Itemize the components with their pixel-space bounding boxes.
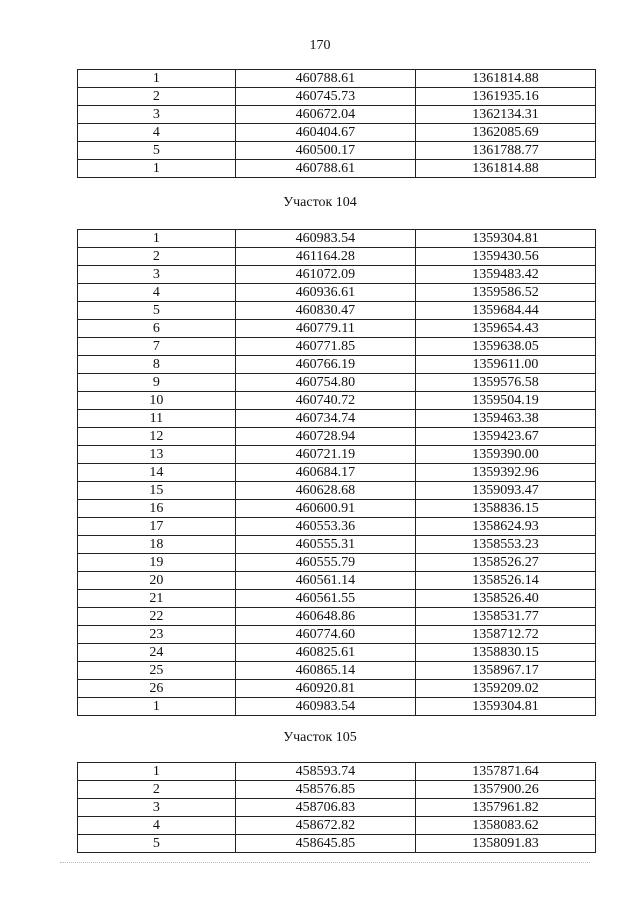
point-number-cell: 14 [78,464,236,482]
x-coordinate-cell: 460672.04 [235,106,415,124]
table-row [78,392,596,410]
y-coordinate-cell: 1361814.88 [415,70,595,88]
table-row [78,446,596,464]
x-coordinate-cell: 460825.61 [235,644,415,662]
y-coordinate-cell: 1359638.05 [415,338,595,356]
table-row [78,248,596,266]
x-coordinate-cell: 460555.79 [235,554,415,572]
y-coordinate-cell: 1359093.47 [415,482,595,500]
x-coordinate-cell: 458672.82 [235,817,415,835]
point-number-cell: 2 [78,88,236,106]
y-coordinate-cell: 1358712.72 [415,626,595,644]
point-number-cell: 3 [78,106,236,124]
y-coordinate-cell: 1359463.38 [415,410,595,428]
table-row [78,644,596,662]
table-row [78,142,596,160]
point-number-cell: 5 [78,302,236,320]
point-number-cell: 2 [78,248,236,266]
table-row [78,266,596,284]
x-coordinate-cell: 460788.61 [235,70,415,88]
point-number-cell: 19 [78,554,236,572]
table-row [78,608,596,626]
coordinates-table-105 [77,762,596,853]
coordinates-table-104 [77,229,596,716]
point-number-cell: 2 [78,781,236,799]
x-coordinate-cell: 458576.85 [235,781,415,799]
x-coordinate-cell: 458645.85 [235,835,415,853]
table-row [78,698,596,716]
y-coordinate-cell: 1359611.00 [415,356,595,374]
x-coordinate-cell: 460774.60 [235,626,415,644]
point-number-cell: 3 [78,266,236,284]
x-coordinate-cell: 461164.28 [235,248,415,266]
x-coordinate-cell: 461072.09 [235,266,415,284]
x-coordinate-cell: 460936.61 [235,284,415,302]
x-coordinate-cell: 460788.61 [235,160,415,178]
y-coordinate-cell: 1359684.44 [415,302,595,320]
x-coordinate-cell: 460553.36 [235,518,415,536]
point-number-cell: 5 [78,835,236,853]
table-row [78,302,596,320]
x-coordinate-cell: 460600.91 [235,500,415,518]
point-number-cell: 1 [78,70,236,88]
x-coordinate-cell: 460404.67 [235,124,415,142]
x-coordinate-cell: 460721.19 [235,446,415,464]
x-coordinate-cell: 460830.47 [235,302,415,320]
table-row [78,88,596,106]
x-coordinate-cell: 460771.85 [235,338,415,356]
table-row [78,106,596,124]
point-number-cell: 4 [78,124,236,142]
x-coordinate-cell: 458706.83 [235,799,415,817]
table-row [78,410,596,428]
y-coordinate-cell: 1358526.40 [415,590,595,608]
y-coordinate-cell: 1359392.96 [415,464,595,482]
y-coordinate-cell: 1359483.42 [415,266,595,284]
x-coordinate-cell: 460779.11 [235,320,415,338]
point-number-cell: 26 [78,680,236,698]
y-coordinate-cell: 1359586.52 [415,284,595,302]
point-number-cell: 21 [78,590,236,608]
y-coordinate-cell: 1359430.56 [415,248,595,266]
x-coordinate-cell: 460561.55 [235,590,415,608]
section-title-104: Участок 104 [283,195,357,210]
x-coordinate-cell: 460561.14 [235,572,415,590]
table-row [78,338,596,356]
table-row [78,590,596,608]
x-coordinate-cell: 460648.86 [235,608,415,626]
point-number-cell: 10 [78,392,236,410]
x-coordinate-cell: 460865.14 [235,662,415,680]
table-row [78,536,596,554]
y-coordinate-cell: 1357871.64 [415,763,595,781]
y-coordinate-cell: 1359209.02 [415,680,595,698]
point-number-cell: 9 [78,374,236,392]
x-coordinate-cell: 460754.80 [235,374,415,392]
y-coordinate-cell: 1358553.23 [415,536,595,554]
table-row [78,817,596,835]
table-row [78,284,596,302]
y-coordinate-cell: 1359576.58 [415,374,595,392]
x-coordinate-cell: 460740.72 [235,392,415,410]
table-row [78,799,596,817]
y-coordinate-cell: 1362134.31 [415,106,595,124]
point-number-cell: 17 [78,518,236,536]
y-coordinate-cell: 1358967.17 [415,662,595,680]
y-coordinate-cell: 1358083.62 [415,817,595,835]
point-number-cell: 1 [78,763,236,781]
table-row [78,160,596,178]
x-coordinate-cell: 460684.17 [235,464,415,482]
table-row [78,680,596,698]
table-row [78,320,596,338]
y-coordinate-cell: 1358624.93 [415,518,595,536]
y-coordinate-cell: 1361935.16 [415,88,595,106]
table-row [78,518,596,536]
y-coordinate-cell: 1359390.00 [415,446,595,464]
table-row [78,70,596,88]
x-coordinate-cell: 460500.17 [235,142,415,160]
scan-artifact-divider [60,862,590,864]
page-number: 170 [309,38,331,53]
y-coordinate-cell: 1358531.77 [415,608,595,626]
table-row [78,500,596,518]
point-number-cell: 13 [78,446,236,464]
coordinates-table-continued [77,69,596,178]
point-number-cell: 18 [78,536,236,554]
x-coordinate-cell: 460920.81 [235,680,415,698]
y-coordinate-cell: 1359504.19 [415,392,595,410]
table-row [78,124,596,142]
point-number-cell: 16 [78,500,236,518]
point-number-cell: 4 [78,817,236,835]
table-row [78,374,596,392]
table-row [78,835,596,853]
y-coordinate-cell: 1362085.69 [415,124,595,142]
table-row [78,763,596,781]
y-coordinate-cell: 1359654.43 [415,320,595,338]
point-number-cell: 5 [78,142,236,160]
y-coordinate-cell: 1358091.83 [415,835,595,853]
y-coordinate-cell: 1359304.81 [415,230,595,248]
point-number-cell: 12 [78,428,236,446]
y-coordinate-cell: 1358526.14 [415,572,595,590]
y-coordinate-cell: 1357900.26 [415,781,595,799]
point-number-cell: 20 [78,572,236,590]
table-row [78,626,596,644]
x-coordinate-cell: 460983.54 [235,230,415,248]
y-coordinate-cell: 1361788.77 [415,142,595,160]
x-coordinate-cell: 460734.74 [235,410,415,428]
point-number-cell: 23 [78,626,236,644]
section-title-105: Участок 105 [283,730,357,745]
table-row [78,230,596,248]
point-number-cell: 8 [78,356,236,374]
y-coordinate-cell: 1359423.67 [415,428,595,446]
y-coordinate-cell: 1358526.27 [415,554,595,572]
y-coordinate-cell: 1358830.15 [415,644,595,662]
point-number-cell: 15 [78,482,236,500]
table-row [78,428,596,446]
point-number-cell: 24 [78,644,236,662]
x-coordinate-cell: 460983.54 [235,698,415,716]
table-row [78,662,596,680]
x-coordinate-cell: 460555.31 [235,536,415,554]
table-row [78,356,596,374]
x-coordinate-cell: 460628.68 [235,482,415,500]
table-row [78,482,596,500]
point-number-cell: 1 [78,160,236,178]
point-number-cell: 25 [78,662,236,680]
x-coordinate-cell: 460766.19 [235,356,415,374]
point-number-cell: 6 [78,320,236,338]
point-number-cell: 22 [78,608,236,626]
point-number-cell: 7 [78,338,236,356]
x-coordinate-cell: 460745.73 [235,88,415,106]
point-number-cell: 11 [78,410,236,428]
y-coordinate-cell: 1361814.88 [415,160,595,178]
table-row [78,464,596,482]
x-coordinate-cell: 460728.94 [235,428,415,446]
table-row [78,781,596,799]
table-row [78,554,596,572]
y-coordinate-cell: 1359304.81 [415,698,595,716]
point-number-cell: 3 [78,799,236,817]
point-number-cell: 4 [78,284,236,302]
table-row [78,572,596,590]
y-coordinate-cell: 1357961.82 [415,799,595,817]
point-number-cell: 1 [78,698,236,716]
x-coordinate-cell: 458593.74 [235,763,415,781]
y-coordinate-cell: 1358836.15 [415,500,595,518]
point-number-cell: 1 [78,230,236,248]
